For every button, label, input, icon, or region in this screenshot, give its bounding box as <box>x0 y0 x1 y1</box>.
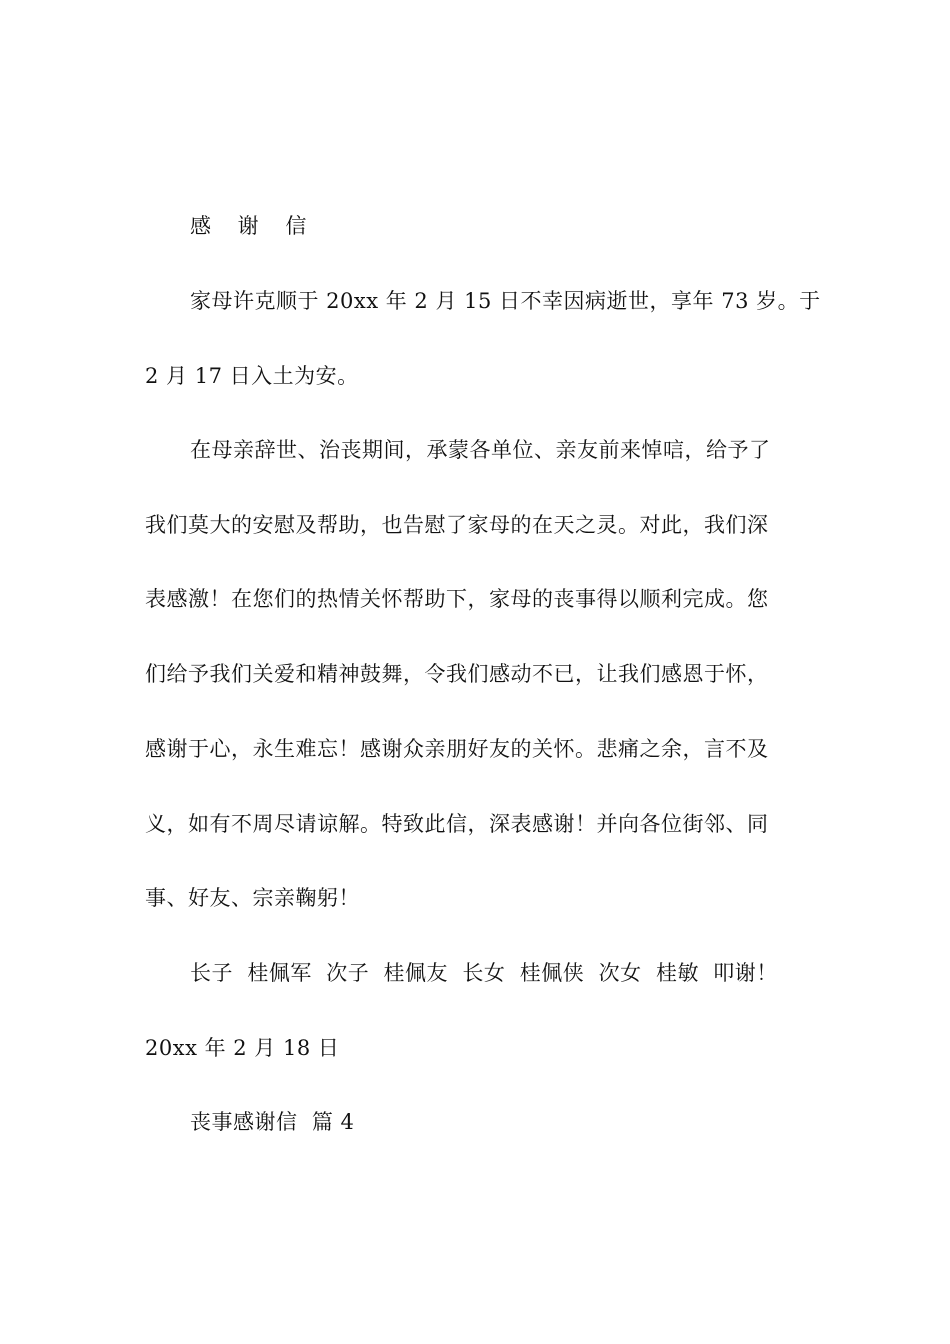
letter-title: 感 谢 信 <box>190 214 317 238</box>
next-section-heading: 丧事感谢信 篇 4 <box>190 1110 355 1134</box>
paragraph2-line3: 表感激！在您们的热情关怀帮助下，家母的丧事得以顺利完成。您 <box>145 587 769 611</box>
paragraph2-line6: 义，如有不周尽请谅解。特致此信，深表感谢！并向各位街邻、同 <box>145 812 769 836</box>
paragraph2-line7: 事、好友、宗亲鞠躬！ <box>145 886 360 910</box>
signature-line: 长子 桂佩军 次子 桂佩友 长女 桂佩侠 次女 桂敏 叩谢！ <box>190 961 778 985</box>
paragraph1-line2: 2 月 17 日入土为安。 <box>145 364 359 388</box>
paragraph2-line5: 感谢于心，永生难忘！感谢众亲朋好友的关怀。悲痛之余，言不及 <box>145 737 769 761</box>
paragraph2-line2: 我们莫大的安慰及帮助，也告慰了家母的在天之灵。对此，我们深 <box>145 513 769 537</box>
paragraph2-line4: 们给予我们关爱和精神鼓舞，令我们感动不已，让我们感恩于怀， <box>145 662 769 686</box>
paragraph2-line1: 在母亲辞世、治丧期间，承蒙各单位、亲友前来悼唁，给予了 <box>190 438 771 462</box>
date-line: 20xx 年 2 月 18 日 <box>145 1036 340 1060</box>
paragraph1-line1: 家母许克顺于 20xx 年 2 月 15 日不幸因病逝世，享年 73 岁。于 <box>190 289 821 313</box>
